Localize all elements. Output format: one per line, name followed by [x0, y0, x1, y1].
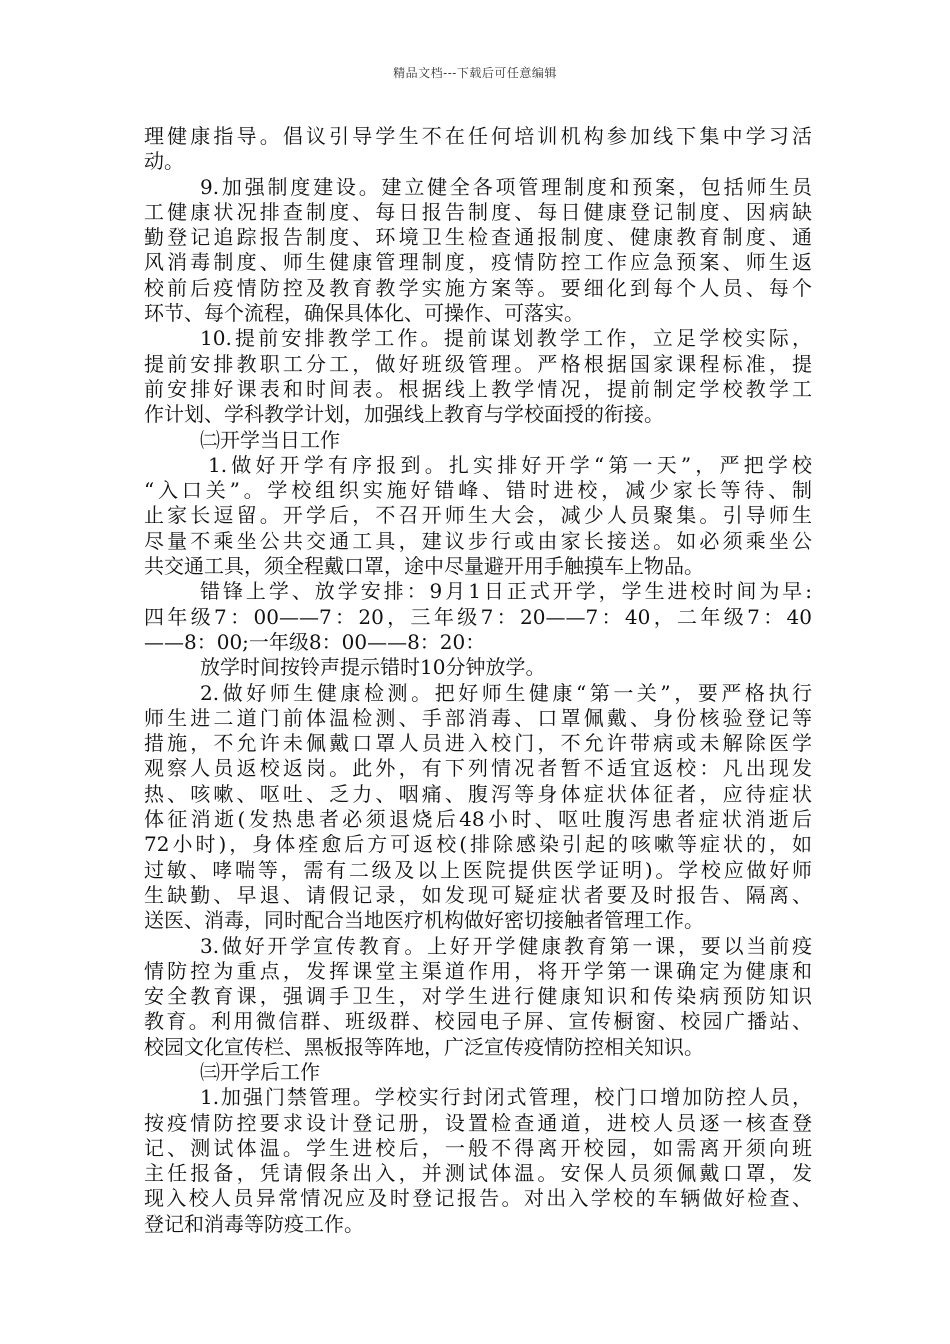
text-line: 登记和消毒等防疫工作。	[144, 1211, 364, 1236]
text-line: 风消毒制度、师生健康管理制度，疫情防控工作应急预案、师生返	[144, 250, 812, 275]
text-line: 生缺勤、早退、请假记录，如发现可疑症状者要及时报告、隔离、	[144, 882, 812, 907]
paragraph	[144, 579, 812, 655]
text-line: 3.做好开学宣传教育。上好开学健康教育第一课，要以当前疫	[200, 933, 812, 958]
text-line: 前安排好课表和时间表。根据线上教学情况，提前制定学校教学工	[144, 376, 812, 401]
text-line: 错锋上学、放学安排：9月1日正式开学，学生进校时间为早:	[200, 579, 812, 604]
text-line: 送医、消毒，同时配合当地医疗机构做好密切接触者管理工作。	[144, 908, 704, 933]
text-line: 提前安排教职工分工，做好班级管理。严格根据国家课程标准，提	[144, 351, 812, 376]
text-line: “入口关”。学校组织实施好错峰、错时进校，减少家长等待、制	[144, 478, 812, 503]
page-header: 精品文档---下载后可任意编辑	[393, 66, 557, 80]
text-line: 放学时间按铃声提示错时10分钟放学。	[200, 655, 546, 680]
text-line: 1.做好开学有序报到。扎实排好开学“第一天”，严把学校	[208, 452, 812, 477]
text-line: 10.提前安排教学工作。提前谋划教学工作，立足学校实际，	[200, 326, 812, 351]
text-line: ㈡开学当日工作	[200, 427, 340, 452]
text-line: 环节、每个流程，确保具体化、可操作、可落实。	[144, 301, 584, 326]
text-line: 9.加强制度建设。建立健全各项管理制度和预案，包括师生员	[200, 174, 812, 199]
paragraph	[144, 124, 812, 175]
paragraph	[144, 326, 812, 427]
text-line: 情防控为重点，发挥课堂主渠道作用，将开学第一课确定为健康和	[144, 958, 812, 983]
text-line: 1.加强门禁管理。学校实行封闭式管理，校门口增加防控人员，	[200, 1085, 812, 1110]
paragraph	[144, 681, 812, 934]
text-line: 动。	[144, 149, 184, 174]
paragraph	[144, 655, 812, 680]
text-line: 理健康指导。倡议引导学生不在任何培训机构参加线下集中学习活	[144, 124, 812, 148]
text-line: 工健康状况排查制度、每日报告制度、每日健康登记制度、因病缺	[144, 199, 812, 224]
text-line: 72小时)，身体痊愈后方可返校(排除感染引起的咳嗽等症状的，如	[144, 832, 812, 857]
text-line: 观察人员返校返岗。此外，有下列情况者暂不适宜返校：凡出现发	[144, 756, 812, 781]
paragraph	[144, 453, 812, 579]
text-line: 作计划、学科教学计划，加强线上教育与学校面授的衔接。	[144, 402, 664, 427]
text-line: 主任报备，凭请假条出入，并测试体温。安保人员须佩戴口罩，发	[144, 1161, 812, 1186]
document-body	[144, 124, 812, 1237]
text-line: 止家长逗留。开学后，不召开师生大会，减少人员聚集。引导师生	[144, 503, 812, 528]
text-line: 现入校人员异常情况应及时登记报告。对出入学校的车辆做好检查、	[144, 1186, 812, 1211]
text-line: 勤登记追踪报告制度、环境卫生检查通报制度、健康教育制度、通	[144, 225, 812, 250]
text-line: 共交通工具，须全程戴口罩，途中尽量避开用手触摸车上物品。	[144, 554, 704, 579]
text-line: 体征消逝(发热患者必须退烧后48小时、呕吐腹泻患者症状消逝后	[144, 807, 812, 832]
text-line: 过敏、哮喘等，需有二级及以上医院提供医学证明)。学校应做好师	[144, 857, 812, 882]
text-line: 尽量不乘坐公共交通工具，建议步行或由家长接送。如必须乘坐公	[144, 528, 812, 553]
text-line: 教育。利用微信群、班级群、校园电子屏、宣传橱窗、校园广播站、	[144, 1009, 812, 1034]
text-line: 四年级7：00——7：20，三年级7：20——7：40，二年级7：40	[144, 604, 812, 629]
text-line: 记、测试体温。学生进校后，一般不得离开校园，如需离开须向班	[144, 1135, 812, 1160]
paragraph	[144, 934, 812, 1060]
text-line: 按疫情防控要求设计登记册，设置检查通道，进校人员逐一核查登	[144, 1110, 812, 1135]
section-heading	[144, 1060, 812, 1085]
text-line: 2.做好师生健康检测。把好师生健康“第一关”，要严格执行	[200, 680, 812, 705]
text-line: 校前后疫情防控及教育教学实施方案等。要细化到每个人员、每个	[144, 275, 812, 300]
section-heading	[144, 428, 812, 453]
text-line: 热、咳嗽、呕吐、乏力、咽痛、腹泻等身体症状体征者，应待症状	[144, 781, 812, 806]
text-line: 安全教育课，强调手卫生，对学生进行健康知识和传染病预防知识	[144, 984, 812, 1009]
paragraph	[144, 1085, 812, 1237]
text-line: 校园文化宣传栏、黑板报等阵地，广泛宣传疫情防控相关知识。	[144, 1034, 704, 1059]
text-line: 措施，不允许未佩戴口罩人员进入校门，不允许带病或未解除医学	[144, 731, 812, 756]
paragraph	[144, 175, 812, 327]
text-line: ——8：00;一年级8：00——8：20：	[144, 629, 486, 654]
text-line: ㈢开学后工作	[200, 1059, 320, 1084]
text-line: 师生进二道门前体温检测、手部消毒、口罩佩戴、身份核验登记等	[144, 705, 812, 730]
